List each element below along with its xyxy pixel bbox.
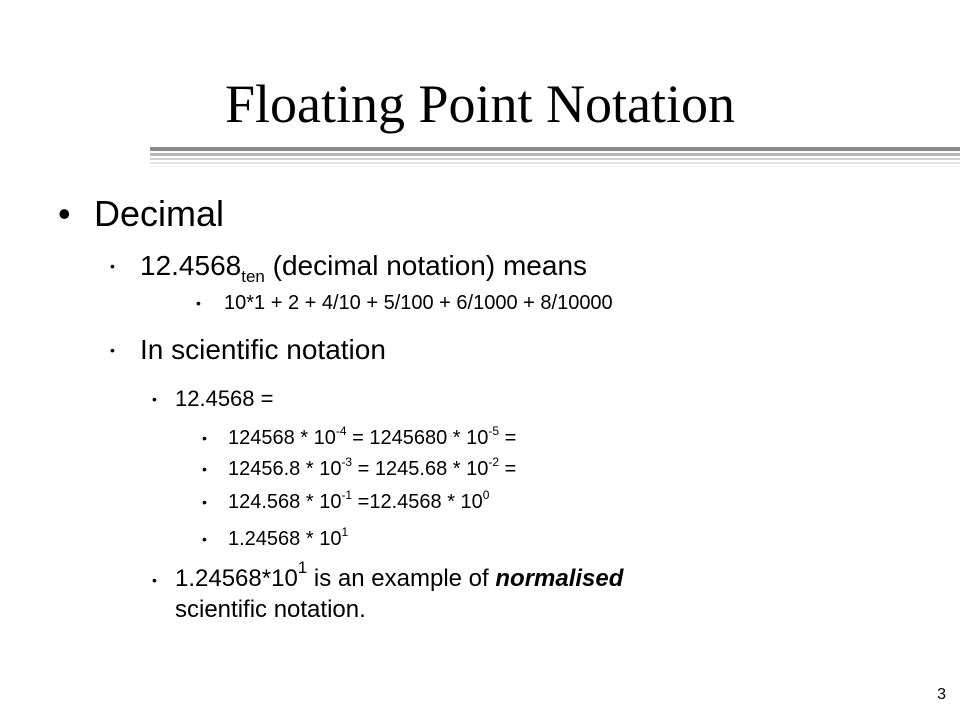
bullet-icon: • xyxy=(202,531,207,547)
exponent: -4 xyxy=(335,424,347,438)
bullet-decimal-meaning xyxy=(140,250,588,286)
base-subscript: ten xyxy=(241,267,265,286)
expr-part: = xyxy=(499,458,517,480)
expr-part: 124.568 * 10 xyxy=(228,491,342,513)
bullet-icon: • xyxy=(110,342,115,358)
expr-part: 1.24568 * 10 xyxy=(228,528,342,550)
exponent: 1 xyxy=(297,558,308,577)
bullet-icon: • xyxy=(152,572,157,588)
decimal-expansion: 10*1 + 2 + 4/10 + 5/100 + 6/1000 + 8/10000 xyxy=(224,292,613,314)
bullet-icon: • xyxy=(152,391,157,407)
exponent: -3 xyxy=(341,455,353,469)
bullet-icon: • xyxy=(202,430,207,446)
note-text: is an example of xyxy=(307,565,496,592)
expr-part: 1.24568*10 xyxy=(175,565,298,592)
expr-part: =12.4568 * 10 xyxy=(352,491,483,513)
exponent: 1 xyxy=(341,525,349,539)
title-divider xyxy=(150,158,960,160)
expr-part: = xyxy=(499,427,517,449)
emphasis-normalised: normalised xyxy=(495,565,624,592)
decimal-number: 12.4568 xyxy=(140,250,242,281)
normalised-note xyxy=(175,558,624,594)
title-divider xyxy=(150,153,960,156)
title-divider xyxy=(150,147,960,151)
decimal-meaning-text: (decimal notation) means xyxy=(264,250,588,281)
scientific-line-2 xyxy=(228,457,516,481)
bullet-icon: • xyxy=(196,295,201,311)
expr-part: = 1245680 * 10 xyxy=(346,427,489,449)
scientific-equals: 12.4568 = xyxy=(175,386,274,411)
bullet-icon: • xyxy=(58,193,71,234)
normalised-note-line2: scientific notation. xyxy=(175,596,366,623)
exponent: -2 xyxy=(488,455,500,469)
title-divider xyxy=(150,166,960,167)
scientific-line-4 xyxy=(228,527,348,551)
exponent: -1 xyxy=(341,488,353,502)
bullet-icon: • xyxy=(202,461,207,477)
scientific-line-3 xyxy=(228,490,489,514)
expr-part: 12456.8 * 10 xyxy=(228,458,342,480)
exponent: 0 xyxy=(482,488,490,502)
title-divider xyxy=(150,162,960,164)
scientific-line-1 xyxy=(228,426,516,450)
slide-title: Floating Point Notation xyxy=(224,74,736,134)
bullet-decimal: Decimal xyxy=(94,193,225,234)
page-number: 3 xyxy=(937,686,946,703)
expr-part: 124568 * 10 xyxy=(228,427,336,449)
exponent: -5 xyxy=(488,424,500,438)
expr-part: = 1245.68 * 10 xyxy=(352,458,489,480)
bullet-scientific-notation: In scientific notation xyxy=(140,334,386,365)
bullet-icon: • xyxy=(202,494,207,510)
bullet-icon: • xyxy=(110,258,115,274)
